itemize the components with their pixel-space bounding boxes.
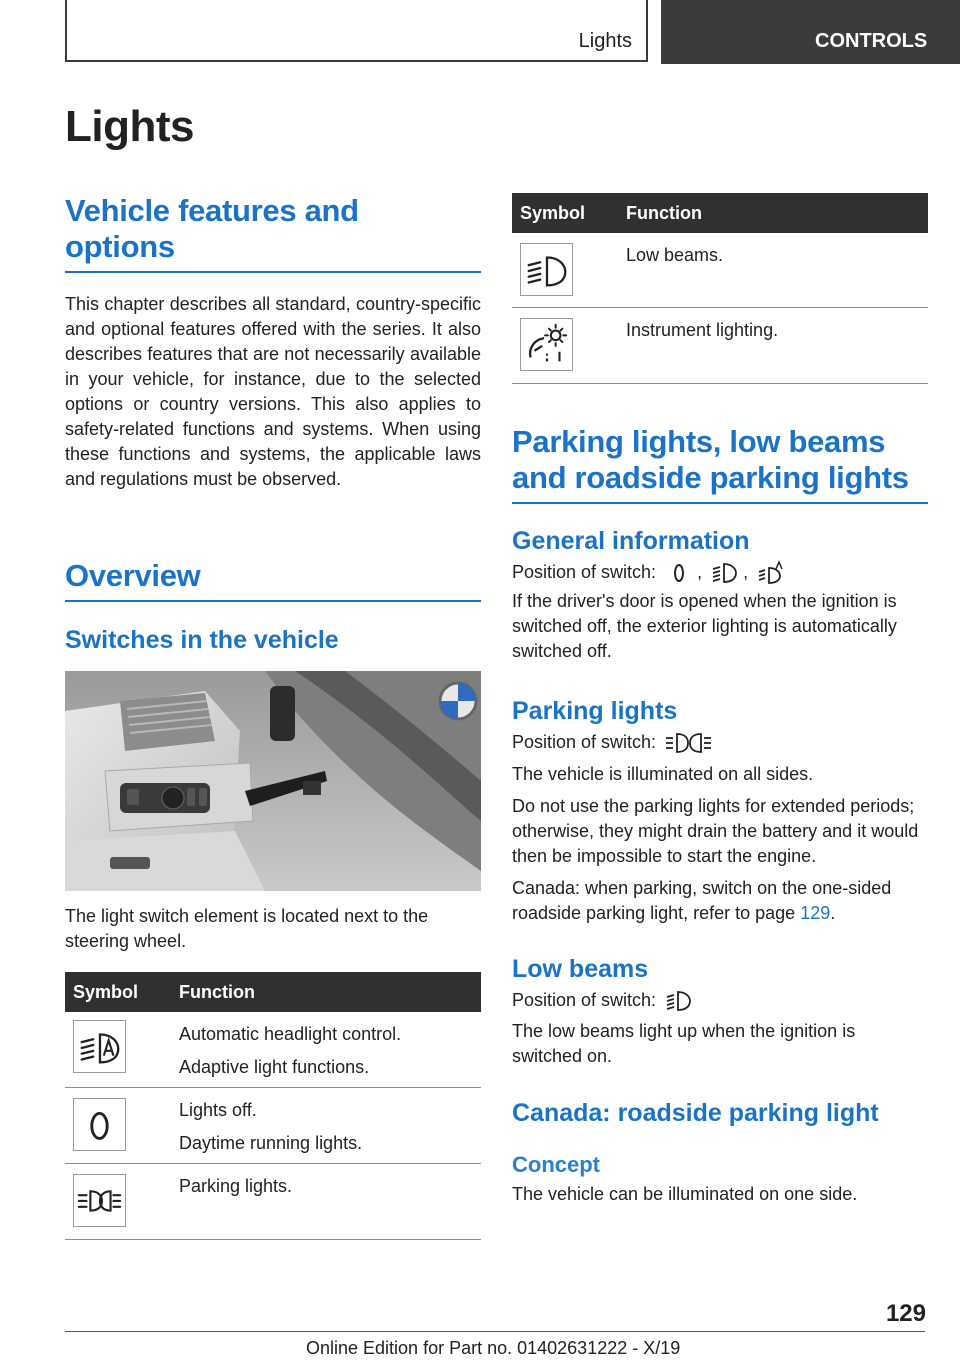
header-box: [65, 0, 648, 62]
table-row: [65, 1012, 481, 1088]
concept-heading: Concept: [512, 1152, 600, 1177]
footer-rule: [65, 1331, 925, 1332]
page-number: 129: [885, 1300, 926, 1327]
low-beams-icon: [664, 988, 694, 1014]
lights-off-icon: [664, 560, 694, 586]
function-line: Instrument lighting.: [626, 320, 779, 340]
general-information-section: [512, 527, 928, 664]
low-beams-heading: Low beams: [512, 955, 649, 983]
parking-lights-icon: [73, 1174, 126, 1227]
symbol-table-2: [512, 193, 928, 384]
low-beams-position-line: [512, 988, 928, 1014]
parking-section: [512, 424, 928, 504]
vehicle-features-heading: Vehicle features and options: [65, 193, 359, 264]
low-beams-icon: [520, 243, 573, 296]
concept-body: The vehicle can be illuminated on one side.: [512, 1184, 858, 1204]
page-reference-link[interactable]: 129: [800, 903, 831, 924]
canada-heading: Canada: roadside parking light: [512, 1099, 879, 1127]
switches-subheading: Switches in the vehicle: [65, 626, 339, 654]
function-column-header: Function: [626, 203, 702, 223]
vehicle-features-body: This chapter describes all standard, country-specific and optional features offered with the series. It also describes features that are not necessarily available in your vehicle, for instance, due to the selected options or country versions. This also applies to safety-related functions and systems. When using these functions and systems, the applicable laws and regulations must be observed.: [65, 294, 481, 489]
function-cell: [179, 1098, 362, 1156]
switch-caption: The light switch element is located next to the steering wheel.: [65, 906, 429, 951]
table-row: [65, 1164, 481, 1240]
general-information-heading: General information: [512, 527, 750, 555]
separator: ,: [697, 562, 703, 582]
function-column-header: Function: [179, 982, 255, 1002]
symbol-column-header: Symbol: [520, 203, 586, 223]
canada-section: [512, 1099, 928, 1207]
low-beams-icon: [710, 560, 740, 586]
punctuation: .: [830, 903, 836, 924]
header-section-title: Lights: [578, 30, 632, 52]
table-row: [65, 1088, 481, 1164]
automatic-headlight-icon: [756, 560, 786, 586]
heading-rule: [65, 271, 481, 273]
overview-section: [65, 558, 481, 602]
table-header: [512, 193, 928, 233]
footer-edition: Online Edition for Part no. 01402631222 - X/19: [306, 1338, 681, 1358]
general-body: If the driver's door is opened when the ignition is switched off, the exterior lighting is automatically switched off.: [512, 591, 897, 662]
light-switch-illustration: [65, 671, 481, 891]
symbol-table-1: [65, 972, 481, 1240]
function-line: Low beams.: [626, 245, 724, 265]
function-cell: [179, 1022, 401, 1080]
low-beams-section: [512, 955, 928, 1069]
parking-lights-p2: Do not use the parking lights for extended periods; otherwise, they might drain the battery and it would then be impossible to start the engine.: [512, 796, 919, 867]
instrument-lighting-icon: [520, 318, 573, 371]
separator: ,: [743, 562, 749, 582]
header-chapter-tab: CONTROLS: [661, 0, 960, 64]
function-cell: [179, 1174, 292, 1199]
position-label: Position of switch:: [512, 732, 657, 752]
lights-off-icon: [73, 1098, 126, 1151]
table-row: [512, 308, 928, 384]
symbol-column-header: Symbol: [73, 982, 139, 1002]
position-label: Position of switch:: [512, 990, 657, 1010]
function-line: Parking lights.: [179, 1176, 293, 1196]
overview-heading: Overview: [65, 558, 201, 593]
position-label: Position of switch:: [512, 562, 657, 582]
function-line: Adaptive light functions.: [179, 1057, 370, 1077]
table-header: [65, 972, 481, 1012]
light-switch-photo: [65, 671, 481, 891]
function-line: Lights off.: [179, 1100, 257, 1120]
function-line: Daytime running lights.: [179, 1133, 363, 1153]
parking-lights-p3-text: Canada: when parking, switch on the one-sided roadside parking light, refer to page: [512, 878, 892, 924]
parking-lights-p3: [512, 876, 928, 926]
parking-position-line: [512, 730, 928, 756]
table-row: [512, 233, 928, 308]
function-cell: [626, 243, 723, 268]
parking-lights-section: [512, 697, 928, 926]
parking-lights-heading: Parking lights: [512, 697, 678, 725]
parking-lights-icon: [664, 730, 714, 756]
low-beams-body: The low beams light up when the ignition is switched on.: [512, 1021, 856, 1067]
vehicle-features-section: [65, 193, 481, 492]
heading-rule: [65, 600, 481, 602]
function-line: Automatic headlight control.: [179, 1024, 402, 1044]
function-cell: [626, 318, 778, 343]
automatic-headlight-icon: [73, 1020, 126, 1073]
heading-rule: [512, 502, 928, 504]
parking-heading: Parking lights, low beams and roadside parking lights: [512, 424, 909, 495]
parking-lights-p1: The vehicle is illuminated on all sides.: [512, 764, 814, 785]
page-title: Lights: [65, 102, 194, 151]
general-position-line: [512, 560, 928, 586]
